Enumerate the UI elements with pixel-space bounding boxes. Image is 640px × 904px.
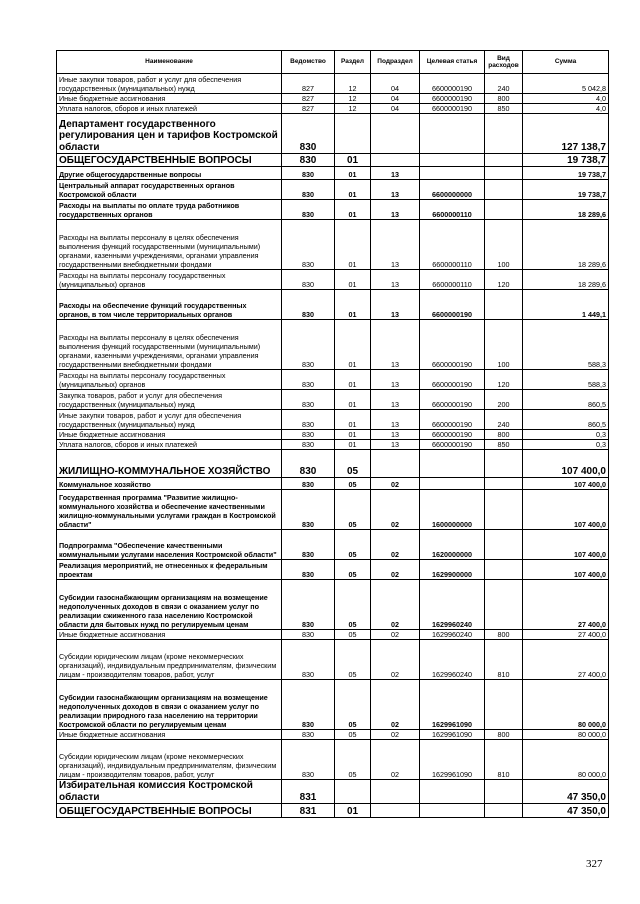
cell-podrazdel: 02 (371, 490, 420, 530)
cell-summa: 860,5 (523, 410, 609, 430)
cell-ved: 830 (282, 680, 335, 730)
cell-summa: 4,0 (523, 104, 609, 114)
cell-vid (485, 167, 523, 180)
table-row (57, 180, 609, 200)
cell-statya: 6600000190 (420, 410, 485, 430)
cell-vid (485, 804, 523, 818)
cell-vid: 200 (485, 390, 523, 410)
cell-podrazdel: 02 (371, 560, 420, 580)
cell-razdel: 01 (335, 440, 371, 450)
table-row (57, 104, 609, 114)
cell-name: Уплата налогов, сборов и иных платежей (57, 440, 282, 450)
cell-razdel: 01 (335, 370, 371, 390)
cell-podrazdel (371, 780, 420, 804)
cell-summa: 18 289,6 (523, 200, 609, 220)
cell-vid (485, 560, 523, 580)
header-summa: Сумма (523, 51, 609, 74)
cell-vid: 810 (485, 640, 523, 680)
cell-summa: 588,3 (523, 320, 609, 370)
cell-name: Расходы на выплаты по оплате труда работников государственных органов (57, 200, 282, 220)
cell-vid (485, 180, 523, 200)
cell-name: Другие общегосударственные вопросы (57, 167, 282, 180)
cell-name: Субсидии юридическим лицам (кроме некоммерческих организаций), индивидуальным предпринимателям, физическим лицам - производителям товаров, работ, услуг (57, 640, 282, 680)
cell-razdel: 01 (335, 290, 371, 320)
table-row (57, 630, 609, 640)
table-row (57, 167, 609, 180)
cell-vid (485, 780, 523, 804)
cell-podrazdel: 13 (371, 180, 420, 200)
cell-ved: 830 (282, 290, 335, 320)
cell-summa: 80 000,0 (523, 680, 609, 730)
header-statya: Целевая статья (420, 51, 485, 74)
table-row (57, 560, 609, 580)
header-vid: Вид расходов (485, 51, 523, 74)
table-row (57, 430, 609, 440)
cell-summa: 107 400,0 (523, 530, 609, 560)
cell-name: Реализация мероприятий, не отнесенных к федеральным проектам (57, 560, 282, 580)
table-row (57, 74, 609, 94)
table-row (57, 370, 609, 390)
cell-ved: 830 (282, 640, 335, 680)
cell-ved: 830 (282, 478, 335, 490)
cell-name: Субсидии газоснабжающим организациям на возмещение недополученных доходов в связи с оказанием услуг по реализации сжиженного газа населению Костромской области для бытовых нужд по регулируемым ценам (57, 580, 282, 630)
cell-ved: 827 (282, 104, 335, 114)
cell-podrazdel: 13 (371, 430, 420, 440)
cell-statya: 1629960240 (420, 640, 485, 680)
table-row (57, 530, 609, 560)
cell-name: Департамент государственного регулирования цен и тарифов Костромской области (57, 114, 282, 154)
cell-name: Расходы на выплаты персоналу государственных (муниципальных) органов (57, 370, 282, 390)
cell-razdel: 01 (335, 180, 371, 200)
cell-podrazdel: 02 (371, 680, 420, 730)
cell-podrazdel: 02 (371, 730, 420, 740)
cell-podrazdel (371, 114, 420, 154)
table-row (57, 94, 609, 104)
cell-statya: 6600000190 (420, 370, 485, 390)
cell-summa: 80 000,0 (523, 740, 609, 780)
table-row (57, 220, 609, 270)
cell-summa: 107 400,0 (523, 490, 609, 530)
cell-summa: 107 400,0 (523, 450, 609, 478)
cell-summa: 860,5 (523, 390, 609, 410)
cell-name: Иные закупки товаров, работ и услуг для обеспечения государственных (муниципальных) нужд (57, 74, 282, 94)
cell-razdel: 05 (335, 560, 371, 580)
cell-statya: 6600000000 (420, 180, 485, 200)
cell-name: Расходы на выплаты персоналу в целях обеспечения выполнения функций государственными (муниципальными) органами, казенными учреждениями, органами управления государственными внебюджетными фондами (57, 220, 282, 270)
header-vedomstvo: Ведомство (282, 51, 335, 74)
cell-summa: 0,3 (523, 430, 609, 440)
cell-name: Избирательная комиссия Костромской области (57, 780, 282, 804)
cell-ved: 830 (282, 530, 335, 560)
cell-razdel: 01 (335, 390, 371, 410)
cell-vid (485, 450, 523, 478)
cell-razdel: 01 (335, 320, 371, 370)
cell-vid (485, 290, 523, 320)
cell-podrazdel: 02 (371, 478, 420, 490)
cell-name: Субсидии юридическим лицам (кроме некоммерческих организаций), индивидуальным предпринимателям, физическим лицам - производителям товаров, работ, услуг (57, 740, 282, 780)
cell-podrazdel: 13 (371, 410, 420, 430)
table-row (57, 114, 609, 154)
cell-name: Подпрограмма "Обеспечение качественными коммунальными услугами населения Костромской области" (57, 530, 282, 560)
cell-statya: 1629961090 (420, 730, 485, 740)
cell-razdel: 01 (335, 167, 371, 180)
table-row (57, 804, 609, 818)
cell-name: Иные бюджетные ассигнования (57, 430, 282, 440)
cell-name: Иные бюджетные ассигнования (57, 730, 282, 740)
cell-razdel: 05 (335, 490, 371, 530)
cell-statya: 1629961090 (420, 680, 485, 730)
cell-summa: 107 400,0 (523, 478, 609, 490)
table-row (57, 490, 609, 530)
cell-name: Государственная программа "Развитие жилищно-коммунального хозяйства и обеспечение качественными жилищно-коммунальными услугами граждан в Костромской области" (57, 490, 282, 530)
cell-name: Закупка товаров, работ и услуг для обеспечения государственных (муниципальных) нужд (57, 390, 282, 410)
cell-podrazdel: 02 (371, 630, 420, 640)
cell-statya: 6600000110 (420, 220, 485, 270)
budget-table (56, 50, 609, 818)
cell-summa: 1 449,1 (523, 290, 609, 320)
cell-statya (420, 478, 485, 490)
cell-statya: 1629960240 (420, 630, 485, 640)
cell-podrazdel: 02 (371, 740, 420, 780)
cell-vid (485, 490, 523, 530)
cell-statya: 1620000000 (420, 530, 485, 560)
table-header-row (57, 51, 609, 74)
cell-vid: 100 (485, 320, 523, 370)
cell-statya: 6600000190 (420, 440, 485, 450)
table-row (57, 450, 609, 478)
cell-ved: 830 (282, 370, 335, 390)
cell-summa: 127 138,7 (523, 114, 609, 154)
cell-ved: 830 (282, 450, 335, 478)
cell-name: Иные закупки товаров, работ и услуг для обеспечения государственных (муниципальных) нужд (57, 410, 282, 430)
cell-vid (485, 154, 523, 167)
cell-razdel (335, 114, 371, 154)
cell-razdel: 12 (335, 94, 371, 104)
cell-statya (420, 804, 485, 818)
cell-ved: 830 (282, 220, 335, 270)
cell-podrazdel: 13 (371, 440, 420, 450)
cell-razdel: 12 (335, 104, 371, 114)
cell-razdel: 05 (335, 730, 371, 740)
cell-vid: 850 (485, 440, 523, 450)
cell-vid: 800 (485, 630, 523, 640)
cell-statya: 6600000110 (420, 270, 485, 290)
table-row (57, 478, 609, 490)
cell-statya: 6600000190 (420, 290, 485, 320)
cell-razdel: 01 (335, 804, 371, 818)
cell-razdel: 01 (335, 430, 371, 440)
cell-ved: 830 (282, 630, 335, 640)
cell-ved: 830 (282, 410, 335, 430)
cell-vid: 240 (485, 410, 523, 430)
cell-ved: 830 (282, 270, 335, 290)
table-row (57, 200, 609, 220)
cell-summa: 19 738,7 (523, 167, 609, 180)
cell-summa: 27 400,0 (523, 640, 609, 680)
cell-ved: 830 (282, 320, 335, 370)
cell-summa: 27 400,0 (523, 630, 609, 640)
cell-podrazdel: 13 (371, 370, 420, 390)
cell-vid (485, 680, 523, 730)
cell-ved: 830 (282, 560, 335, 580)
cell-name: ОБЩЕГОСУДАРСТВЕННЫЕ ВОПРОСЫ (57, 154, 282, 167)
cell-vid: 800 (485, 430, 523, 440)
table-row (57, 740, 609, 780)
cell-vid (485, 530, 523, 560)
cell-name: ЖИЛИЩНО-КОММУНАЛЬНОЕ ХОЗЯЙСТВО (57, 450, 282, 478)
page-number: 327 (586, 858, 603, 870)
cell-razdel: 12 (335, 74, 371, 94)
cell-vid: 120 (485, 370, 523, 390)
cell-summa: 80 000,0 (523, 730, 609, 740)
table-row (57, 680, 609, 730)
cell-statya (420, 154, 485, 167)
cell-vid (485, 200, 523, 220)
cell-ved: 830 (282, 490, 335, 530)
cell-summa: 18 289,6 (523, 270, 609, 290)
cell-ved: 830 (282, 200, 335, 220)
cell-razdel: 05 (335, 740, 371, 780)
cell-statya: 6600000190 (420, 74, 485, 94)
cell-summa: 4,0 (523, 94, 609, 104)
cell-razdel: 01 (335, 200, 371, 220)
cell-vid: 800 (485, 730, 523, 740)
cell-ved: 827 (282, 94, 335, 104)
table-row (57, 730, 609, 740)
cell-podrazdel: 04 (371, 104, 420, 114)
cell-name: Иные бюджетные ассигнования (57, 94, 282, 104)
cell-statya: 1629961090 (420, 740, 485, 780)
cell-statya: 6600000110 (420, 200, 485, 220)
cell-statya (420, 167, 485, 180)
cell-razdel (335, 780, 371, 804)
cell-razdel: 05 (335, 580, 371, 630)
cell-ved: 830 (282, 167, 335, 180)
cell-name: Расходы на обеспечение функций государственных органов, в том числе территориальных органов (57, 290, 282, 320)
cell-podrazdel: 04 (371, 94, 420, 104)
table-row (57, 440, 609, 450)
header-podrazdel: Подраздел (371, 51, 420, 74)
table-row (57, 320, 609, 370)
cell-statya: 1629900000 (420, 560, 485, 580)
cell-podrazdel: 04 (371, 74, 420, 94)
header-name: Наименование (57, 51, 282, 74)
cell-podrazdel: 13 (371, 290, 420, 320)
cell-podrazdel (371, 450, 420, 478)
cell-podrazdel: 02 (371, 580, 420, 630)
table-row (57, 290, 609, 320)
table-row (57, 390, 609, 410)
cell-podrazdel: 02 (371, 530, 420, 560)
cell-podrazdel: 13 (371, 270, 420, 290)
cell-vid (485, 114, 523, 154)
cell-name: Расходы на выплаты персоналу в целях обеспечения выполнения функций государственными (муниципальными) органами, казенными учреждениями, органами управления государственными внебюджетными фондами (57, 320, 282, 370)
cell-ved: 830 (282, 440, 335, 450)
table-row (57, 270, 609, 290)
cell-summa: 27 400,0 (523, 580, 609, 630)
cell-statya: 6600000190 (420, 430, 485, 440)
cell-razdel: 05 (335, 680, 371, 730)
cell-statya: 1600000000 (420, 490, 485, 530)
cell-vid: 810 (485, 740, 523, 780)
cell-razdel: 01 (335, 410, 371, 430)
cell-name: ОБЩЕГОСУДАРСТВЕННЫЕ ВОПРОСЫ (57, 804, 282, 818)
cell-ved: 830 (282, 154, 335, 167)
cell-ved: 831 (282, 780, 335, 804)
cell-statya (420, 114, 485, 154)
cell-ved: 830 (282, 730, 335, 740)
table-row (57, 154, 609, 167)
cell-vid: 120 (485, 270, 523, 290)
cell-summa: 588,3 (523, 370, 609, 390)
cell-statya: 6600000190 (420, 390, 485, 410)
cell-vid (485, 580, 523, 630)
cell-statya: 6600000190 (420, 104, 485, 114)
cell-name: Уплата налогов, сборов и иных платежей (57, 104, 282, 114)
cell-vid: 850 (485, 104, 523, 114)
cell-razdel: 05 (335, 630, 371, 640)
cell-ved: 830 (282, 180, 335, 200)
table-row (57, 780, 609, 804)
cell-podrazdel: 13 (371, 220, 420, 270)
header-razdel: Раздел (335, 51, 371, 74)
cell-statya: 1629960240 (420, 580, 485, 630)
cell-name: Иные бюджетные ассигнования (57, 630, 282, 640)
cell-name: Центральный аппарат государственных органов Костромской области (57, 180, 282, 200)
cell-statya: 6600000190 (420, 320, 485, 370)
cell-razdel: 01 (335, 154, 371, 167)
cell-razdel: 01 (335, 270, 371, 290)
cell-statya (420, 450, 485, 478)
cell-ved: 830 (282, 580, 335, 630)
cell-podrazdel (371, 804, 420, 818)
cell-razdel: 01 (335, 220, 371, 270)
cell-ved: 830 (282, 114, 335, 154)
cell-podrazdel (371, 154, 420, 167)
cell-podrazdel: 02 (371, 640, 420, 680)
cell-summa: 47 350,0 (523, 804, 609, 818)
cell-ved: 830 (282, 390, 335, 410)
cell-summa: 19 738,7 (523, 180, 609, 200)
cell-vid: 240 (485, 74, 523, 94)
cell-podrazdel: 13 (371, 167, 420, 180)
cell-summa: 19 738,7 (523, 154, 609, 167)
cell-razdel: 05 (335, 450, 371, 478)
cell-ved: 830 (282, 430, 335, 440)
cell-vid: 800 (485, 94, 523, 104)
cell-podrazdel: 13 (371, 320, 420, 370)
cell-statya (420, 780, 485, 804)
cell-summa: 0,3 (523, 440, 609, 450)
cell-summa: 47 350,0 (523, 780, 609, 804)
cell-statya: 6600000190 (420, 94, 485, 104)
cell-ved: 830 (282, 740, 335, 780)
cell-ved: 827 (282, 74, 335, 94)
cell-summa: 18 289,6 (523, 220, 609, 270)
table-row (57, 410, 609, 430)
table-row (57, 580, 609, 630)
cell-podrazdel: 13 (371, 390, 420, 410)
cell-name: Субсидии газоснабжающим организациям на возмещение недополученных доходов в связи с оказанием услуг по реализации природного газа населению на территории Костромской области по регулируемым ценам (57, 680, 282, 730)
cell-summa: 107 400,0 (523, 560, 609, 580)
table-row (57, 640, 609, 680)
cell-ved: 831 (282, 804, 335, 818)
cell-vid (485, 478, 523, 490)
cell-razdel: 05 (335, 530, 371, 560)
cell-podrazdel: 13 (371, 200, 420, 220)
cell-vid: 100 (485, 220, 523, 270)
cell-razdel: 05 (335, 640, 371, 680)
cell-razdel: 05 (335, 478, 371, 490)
cell-name: Расходы на выплаты персоналу государственных (муниципальных) органов (57, 270, 282, 290)
cell-name: Коммунальное хозяйство (57, 478, 282, 490)
cell-summa: 5 042,8 (523, 74, 609, 94)
